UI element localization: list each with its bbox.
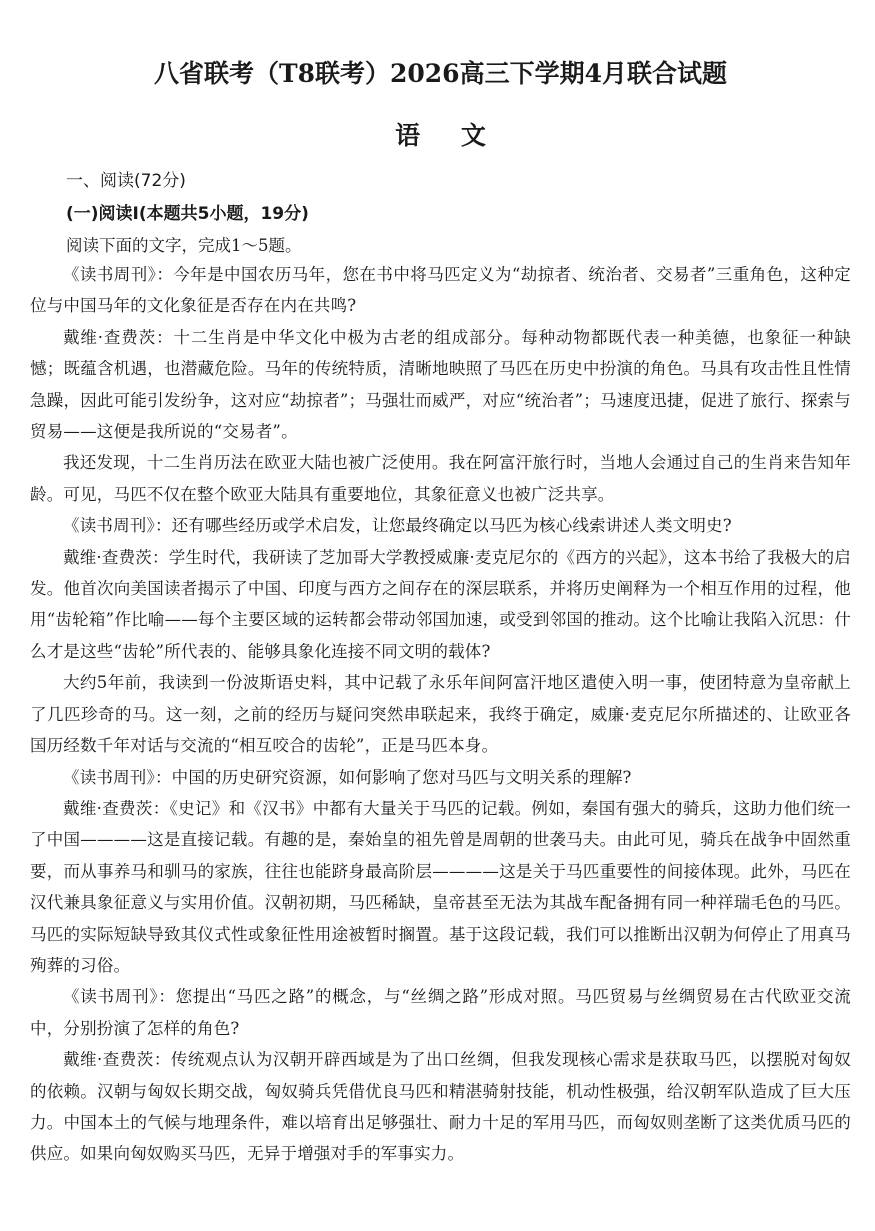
passage-paragraph: 戴维·查费茨：传统观点认为汉朝开辟西域是为了出口丝绸，但我发现核心需求是获取马匹，以摆脱对匈奴的依赖。汉朝与匈奴长期交战，匈奴骑兵凭借优良马匹和精湛骑射技能，机动性极强，给汉朝军队造成了巨大压力。中国本土的气候与地理条件，难以培育出足够强壮、耐力十足的军用马匹，而匈奴则垄断了这类优质马匹的供应。如果向匈奴购买马匹，无异于增强对手的军事实力。	[30, 1050, 851, 1164]
passage-paragraph: 戴维·查费茨：学生时代，我研读了芝加哥大学教授威廉·麦克尼尔的《西方的兴起》，这本书给了我极大的启发。他首次向美国读者揭示了中国、印度与西方之间存在的深层联系，并将历史阐释为一个相互作用的过程，他用“齿轮箱”作比喻——每个主要区域的运转都会带动邻国加速，或受到邻国的推动。这个比喻让我陷入沉思：什么才是这些“齿轮”所代表的、能够具象化连接不同文明的载体?	[30, 547, 851, 661]
passage-body	[30, 259, 851, 1170]
passage-paragraph: 《读书周刊》：您提出“马匹之路”的概念，与“丝绸之路”形成对照。马匹贸易与丝绸贸易在古代欧亚交流中，分别扮演了怎样的角色?	[30, 987, 851, 1038]
subsection-heading: (一)阅读Ⅰ(本题共5小题，19分)	[66, 204, 309, 224]
passage-paragraph: 《读书周刊》：今年是中国农历马年，您在书中将马匹定义为“劫掠者、统治者、交易者”三重角色，这种定位与中国马年的文化象征是否存在内在共鸣?	[30, 265, 851, 316]
section-heading: 一、阅读(72分)	[66, 171, 186, 191]
passage-paragraph: 戴维·查费茨：《史记》和《汉书》中都有大量关于马匹的记载。例如，秦国有强大的骑兵，这助力他们统一了中国————这是直接记载。有趣的是，秦始皇的祖先曾是周朝的世袭马夫。由此可见，骑兵在战争中固然重要，而从事养马和驯马的家族，往往也能跻身最高阶层————这是关于马匹重要性的间接体现。此外，马匹在汉代兼具象征意义与实用价值。汉朝初期，马匹稀缺，皇帝甚至无法为其战车配备拥有同一种祥瑞毛色的马匹。马匹的实际短缺导致其仪式性或象征性用途被暂时搁置。基于这段记载，我们可以推断出汉朝为何停止了用真马殉葬的习俗。	[30, 798, 851, 975]
passage-paragraph: 《读书周刊》：还有哪些经历或学术启发，让您最终确定以马匹为核心线索讲述人类文明史?	[63, 516, 732, 536]
reading-instruction: 阅读下面的文字，完成1～5题。	[66, 236, 302, 255]
exam-title: 八省联考（T8联考）2026高三下学期4月联合试题	[154, 59, 727, 88]
subject-title: 语 文	[395, 121, 502, 150]
passage-paragraph: 大约5年前，我读到一份波斯语史料，其中记载了永乐年间阿富汗地区遣使入明一事，使团特意为皇帝献上了几匹珍奇的马。这一刻，之前的经历与疑问突然串联起来，我终于确定，威廉·麦克尼尔所描述的、让欧亚各国历经数千年对话与交流的“相互咬合的齿轮”，正是马匹本身。	[30, 673, 851, 756]
passage-paragraph: 戴维·查费茨：十二生肖是中华文化中极为古老的组成部分。每种动物都既代表一种美德，也象征一种缺憾；既蕴含机遇，也潜藏危险。马年的传统特质，清晰地映照了马匹在历史中扮演的角色。马具有攻击性且性情急躁，因此可能引发纷争，这对应“劫掠者”；马强壮而威严，对应“统治者”；马速度迅捷，促进了旅行、探索与贸易——这便是我所说的“交易者”。	[30, 327, 851, 442]
passage-paragraph: 《读书周刊》：中国的历史研究资源，如何影响了您对马匹与文明关系的理解?	[63, 767, 632, 787]
passage-paragraph: 我还发现，十二生肖历法在欧亚大陆也被广泛使用。我在阿富汗旅行时，当地人会通过自己的生肖来告知年龄。可见，马匹不仅在整个欧亚大陆具有重要地位，其象征意义也被广泛共享。	[30, 453, 851, 504]
